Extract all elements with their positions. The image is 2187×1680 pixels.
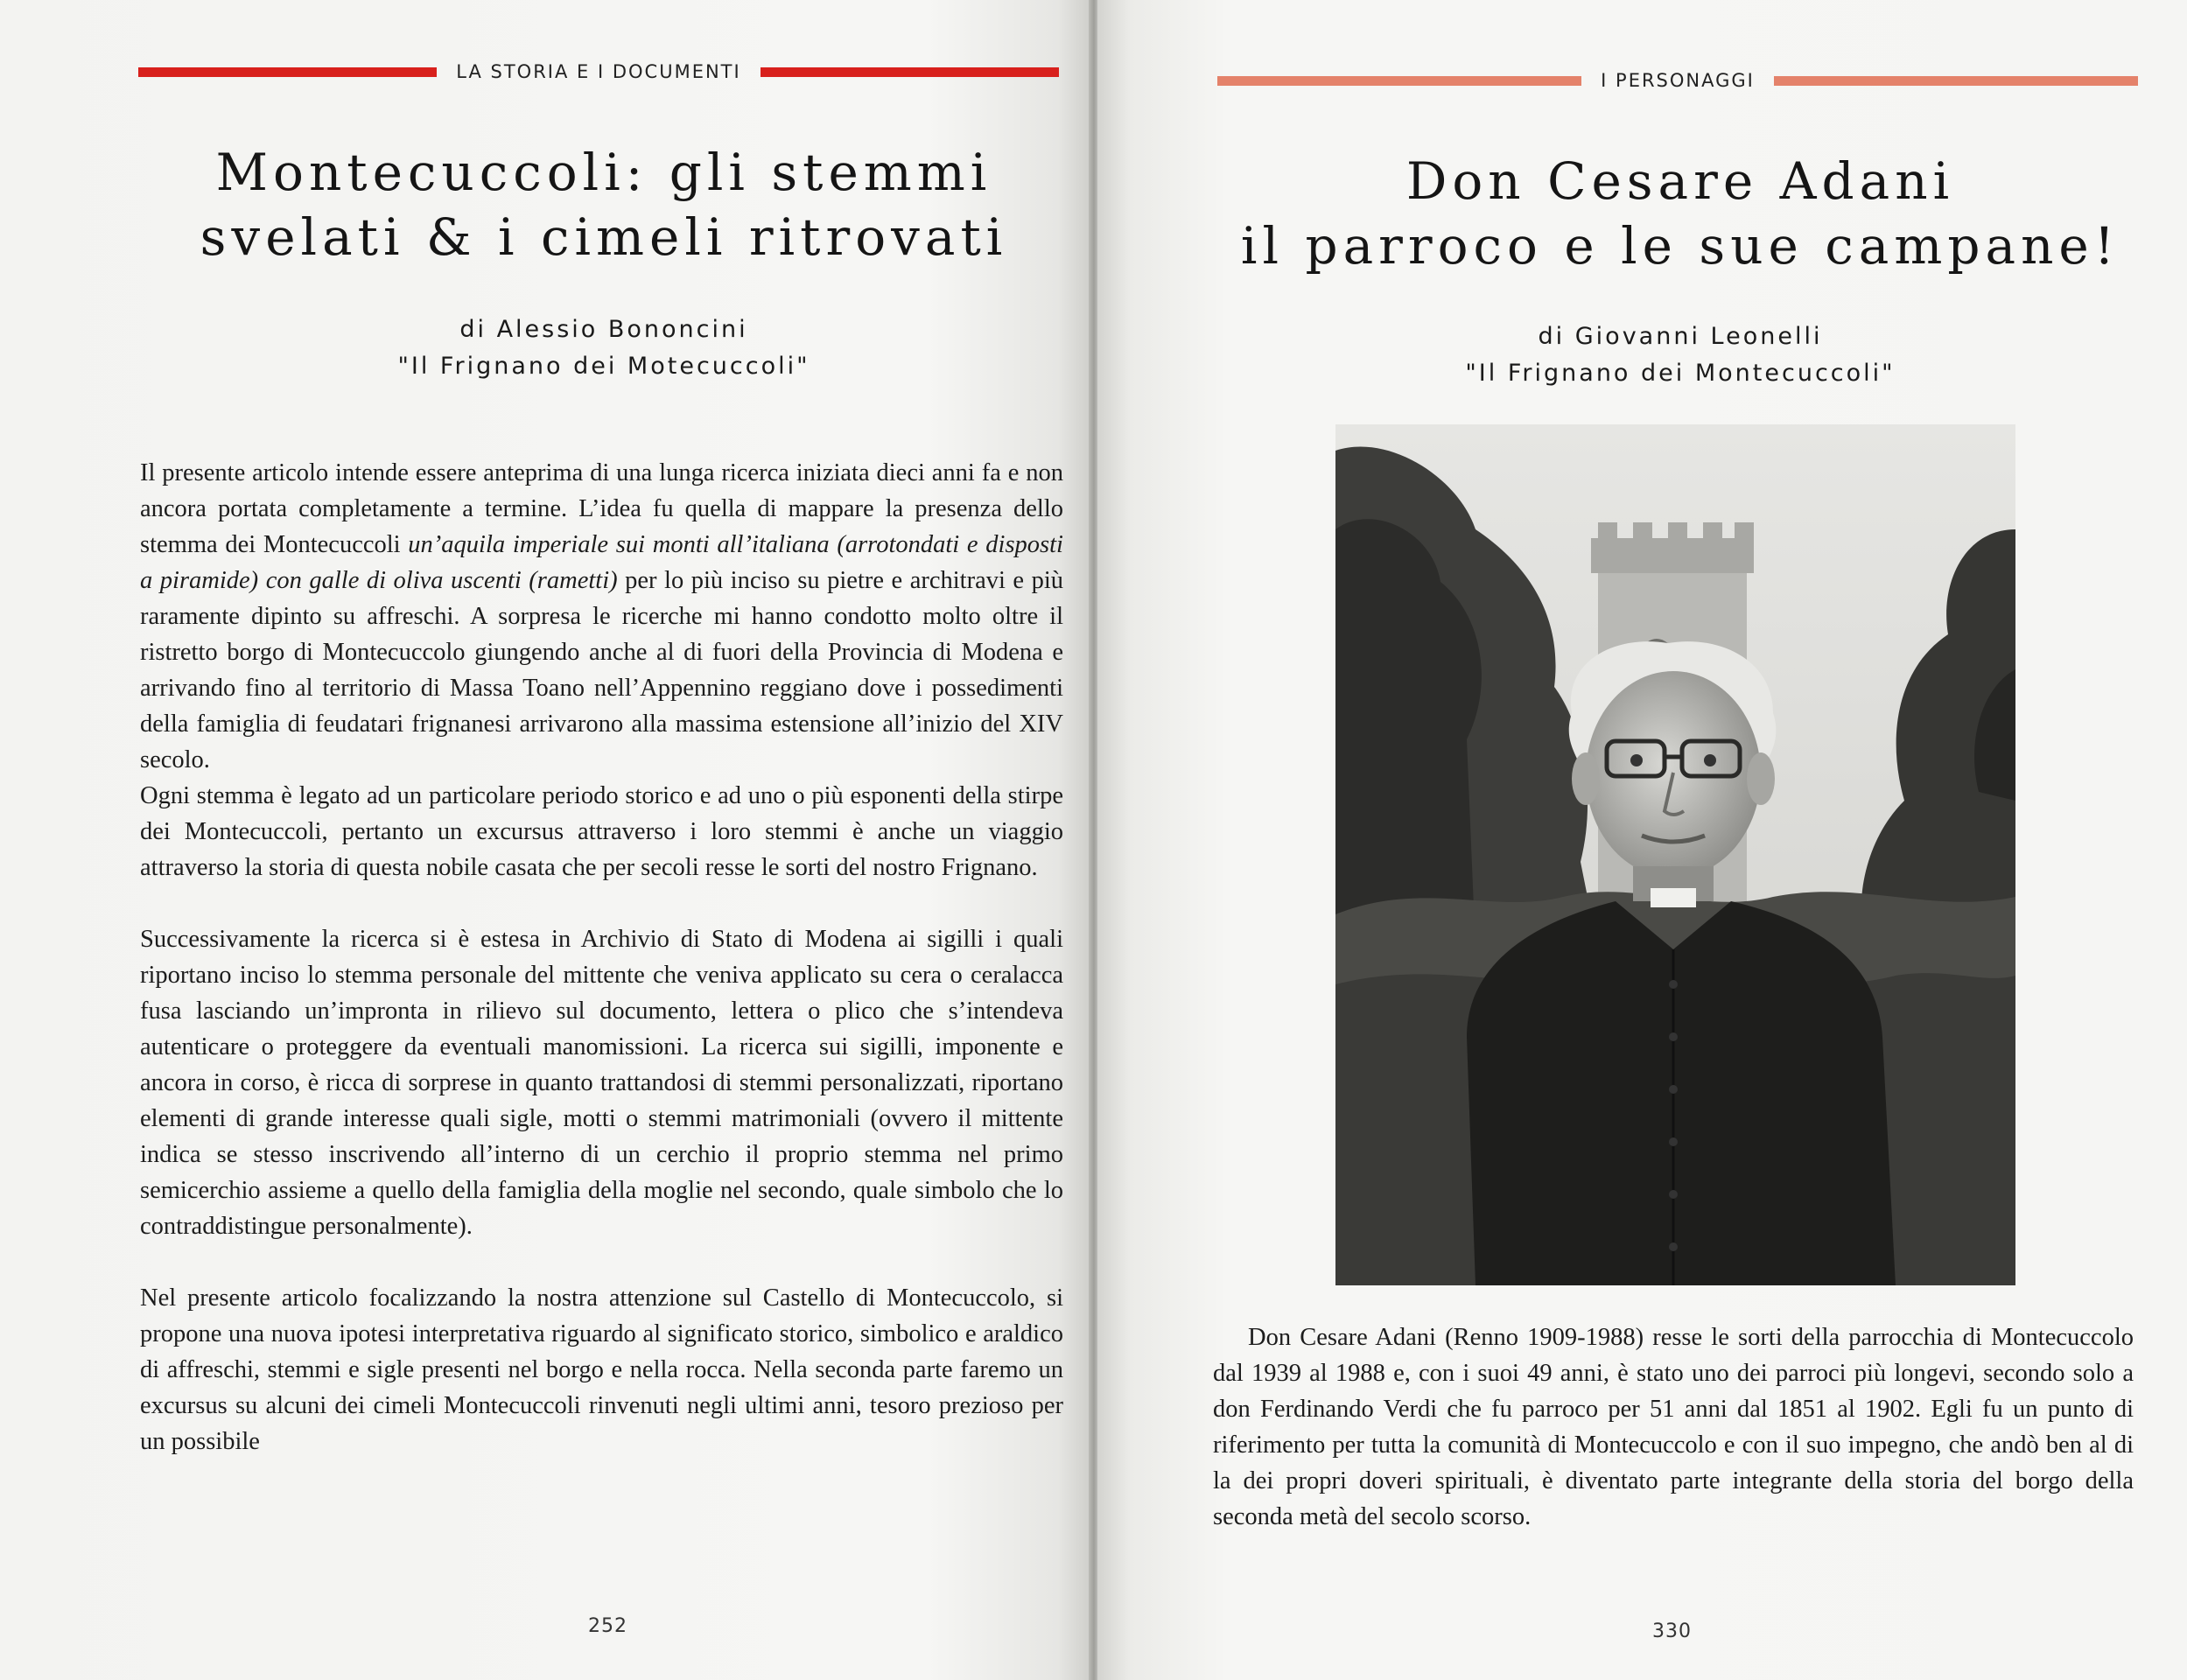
title-line-1: Don Cesare Adani [1405, 151, 1955, 211]
body-paragraph-1 [140, 455, 1063, 778]
title-line-2: il parroco e le sue campane! [1240, 216, 2120, 276]
article-byline [131, 312, 1076, 385]
blazon-description: un’aquila imperiale sui monti all’italiana (arrotondati e disposti a piramide) con galle di oliva uscenti (rametti) [140, 531, 1063, 594]
byline-author: di Alessio Bononcini [459, 316, 748, 343]
header-rule-left [138, 67, 437, 77]
body-paragraph-3: Nel presente articolo focalizzando la nostra attenzione sul Castello di Montecuccolo, si propone una nuova ipotesi interpretativa riguardo al significato storico, simbolico e araldico di affreschi, stemmi e sigle presenti nel borgo e nella rocca. Nella seconda parte faremo un excursus su alcuni dei cimeli Montecuccoli rinvenuti negli ultimi anni, tesoro prezioso per un possibile [140, 1284, 1063, 1455]
portrait-photo [1335, 424, 2015, 1285]
article-byline-right [1208, 318, 2153, 392]
article-title-right [1208, 149, 2153, 278]
section-header-label: I PERSONAGGI [1601, 70, 1755, 91]
article-body-right [1213, 1320, 2134, 1571]
article-body [140, 455, 1063, 1495]
right-section-header [1217, 70, 2138, 91]
body-text-run: Il presente articolo intende essere anteprima di una lunga ricerca iniziata dieci anni fa e non ancora portata completamente a termine. L’idea fu quella di mappare la presenza dello stemma dei Montecuccoli [140, 459, 1063, 558]
title-line-1: Montecuccoli: gli stemmi [215, 143, 992, 202]
article-title [131, 140, 1076, 270]
title-line-2: svelati & i cimeli ritrovati [200, 207, 1008, 268]
priest-portrait-illustration [1335, 424, 2015, 1285]
page-number: 252 [588, 1615, 627, 1637]
section-header-label: LA STORIA E I DOCUMENTI [456, 61, 741, 82]
body-paragraph-1: Don Cesare Adani (Renno 1909-1988) resse le sorti della parrocchia di Montecuccolo dal 1939 al 1988 e, con i suoi 49 anni, è stato uno dei parroci più longevi, secondo solo a don Ferdinando Verdi che fu parroco per 51 anni dal 1851 al 1902. Egli fu un punto di riferimento per tutta la comunità di Montecuccolo e con il suo impegno, che andò ben al di la dei propri doveri spirituali, è diventato parte integrante della storia del borgo della seconda metà del secolo scorso. [1213, 1324, 2134, 1530]
header-rule-right [761, 67, 1059, 77]
page-number-right: 330 [1652, 1620, 1692, 1642]
header-rule-right [1774, 76, 2138, 86]
byline-author: di Giovanni Leonelli [1538, 323, 1823, 350]
body-paragraph-1b: Ogni stemma è legato ad un particolare periodo storico e ad uno o più esponenti della stirpe dei Montecuccoli, pertanto un excursus attraverso i loro stemmi è anche un viaggio attraverso la storia di questa nobile casata che per secoli resse le sorti del nostro Frignano. [140, 782, 1063, 881]
byline-source: "Il Frignano dei Montecuccoli" [1465, 359, 1896, 387]
header-rule-left [1217, 76, 1581, 86]
byline-source: "Il Frignano dei Motecuccoli" [397, 352, 810, 380]
body-text-run: per lo più inciso su pietre e architravi e più raramente dipinto su affreschi. A sorpresa le ricerche mi hanno condotto molto oltre il ristretto borgo di Montecuccolo giungendo anche al di fuori della Provincia di Modena e arrivando fino al territorio di Massa Toano nell’Appennino reggiano dove i possedimenti della famiglia di feudatari frignanesi arrivarono alla massima estensione all’inizio del XIV secolo. [140, 567, 1063, 774]
left-section-header [138, 61, 1059, 82]
left-page [0, 0, 1090, 1680]
body-paragraph-2: Successivamente la ricerca si è estesa in Archivio di Stato di Modena ai sigilli i quali riportano inciso lo stemma personale del mittente che veniva applicato su cera o ceralacca fusa lasciando un’impronta in rilievo sul documento, lettera o plico che s’intendeva autenticare o proteggere da eventuali manomissioni. La ricerca sui sigilli, imponente e ancora in corso, è ricca di sorprese in quanto trattandosi di stemmi personalizzati, riportano elementi di grande interesse quali sigle, motti o stemmi matrimoniali (ovvero il mittente indica se stesso inscrivendo all’interno di un cerchio il proprio stemma nel primo semicerchio assieme a quello della famiglia della moglie nel secondo, quale simbolo che lo contraddistingue personalmente). [140, 926, 1063, 1240]
